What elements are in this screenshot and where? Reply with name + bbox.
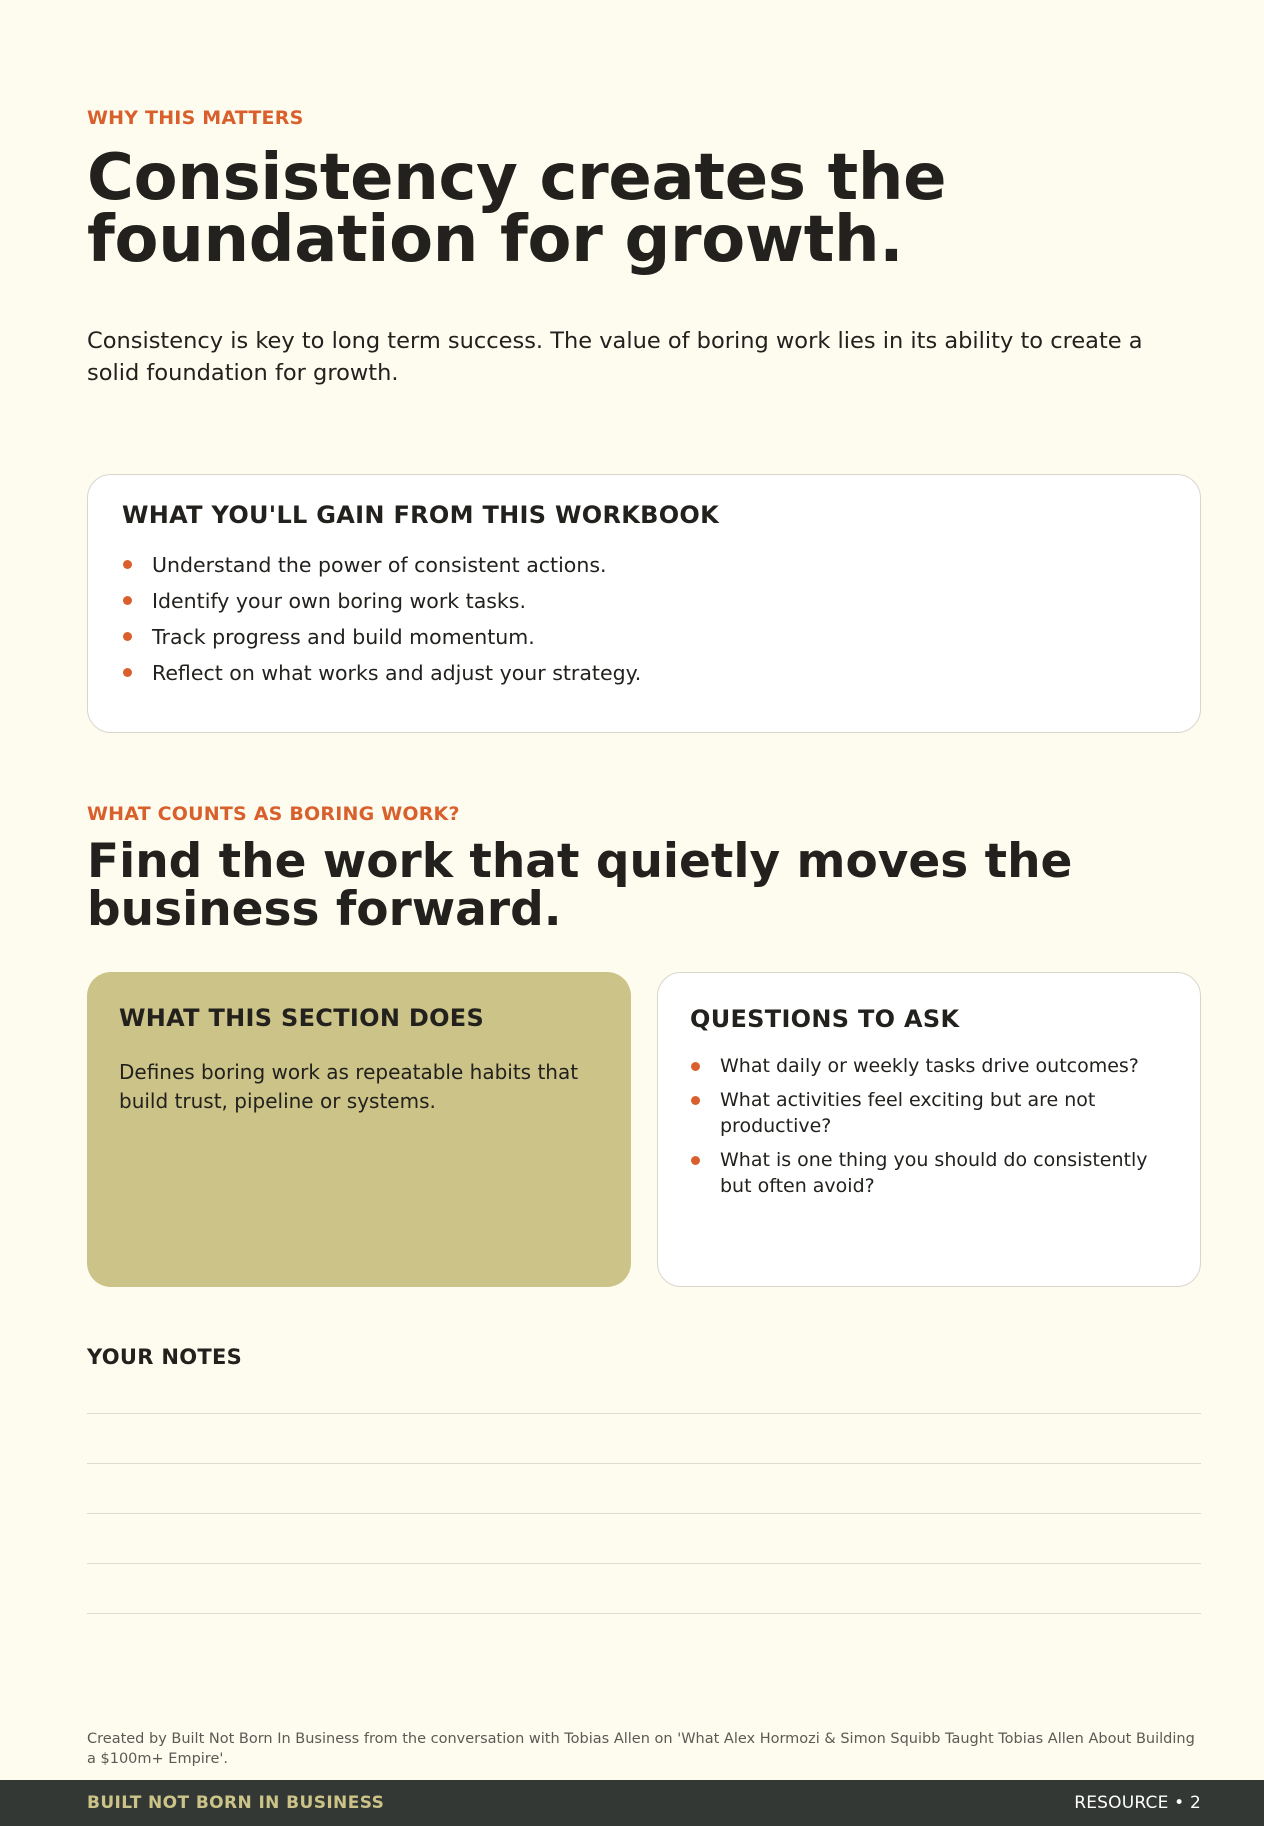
page-title-line-2: foundation for growth. xyxy=(87,203,904,277)
notes-line[interactable] xyxy=(87,1413,1201,1414)
page-title xyxy=(87,141,947,277)
notes-line[interactable] xyxy=(87,1563,1201,1564)
gain-card-title: WHAT YOU'LL GAIN FROM THIS WORKBOOK xyxy=(122,501,720,529)
list-item: What daily or weekly tasks drive outcomes? xyxy=(690,1053,1168,1079)
section-title-line-1: Find the work that quietly moves the xyxy=(87,834,1073,889)
gain-card xyxy=(87,474,1201,733)
intro-paragraph: Consistency is key to long term success. The value of boring work lies in its ability to create a solid foundation for growth. xyxy=(87,328,1143,386)
list-item: Reflect on what works and adjust your strategy. xyxy=(122,655,1166,691)
section-title xyxy=(87,834,1073,937)
section-card-body: Defines boring work as repeatable habits that build trust, pipeline or systems. xyxy=(119,1060,579,1113)
notes-line[interactable] xyxy=(87,1513,1201,1514)
questions-card-title: QUESTIONS TO ASK xyxy=(690,1005,960,1033)
boring-work-eyebrow: WHAT COUNTS AS BORING WORK? xyxy=(87,803,460,825)
gain-list xyxy=(122,547,1166,691)
notes-line[interactable] xyxy=(87,1613,1201,1614)
questions-card xyxy=(657,972,1201,1287)
list-item: Understand the power of consistent actions. xyxy=(122,547,1166,583)
questions-list xyxy=(690,1053,1168,1199)
footer-brand: BUILT NOT BORN IN BUSINESS xyxy=(87,1793,385,1813)
why-eyebrow: WHY THIS MATTERS xyxy=(87,107,304,129)
list-item: What is one thing you should do consistently but often avoid? xyxy=(690,1147,1168,1199)
section-card-title: WHAT THIS SECTION DOES xyxy=(119,1004,485,1032)
footer-page-label: RESOURCE • 2 xyxy=(1074,1793,1201,1813)
section-title-line-2: business forward. xyxy=(87,882,562,937)
list-item: Track progress and build momentum. xyxy=(122,619,1166,655)
notes-title: YOUR NOTES xyxy=(87,1345,243,1369)
list-item: Identify your own boring work tasks. xyxy=(122,583,1166,619)
footer-bar xyxy=(0,1780,1264,1826)
notes-line[interactable] xyxy=(87,1463,1201,1464)
credit-text: Created by Built Not Born In Business from the conversation with Tobias Allen on 'What Alex Hormozi & Simon Squibb Taught Tobias Allen About Building a $100m+ Empire'. xyxy=(87,1731,1195,1767)
list-item: What activities feel exciting but are not productive? xyxy=(690,1087,1168,1139)
section-description-card xyxy=(87,972,631,1287)
page-title-line-1: Consistency creates the xyxy=(87,141,947,215)
